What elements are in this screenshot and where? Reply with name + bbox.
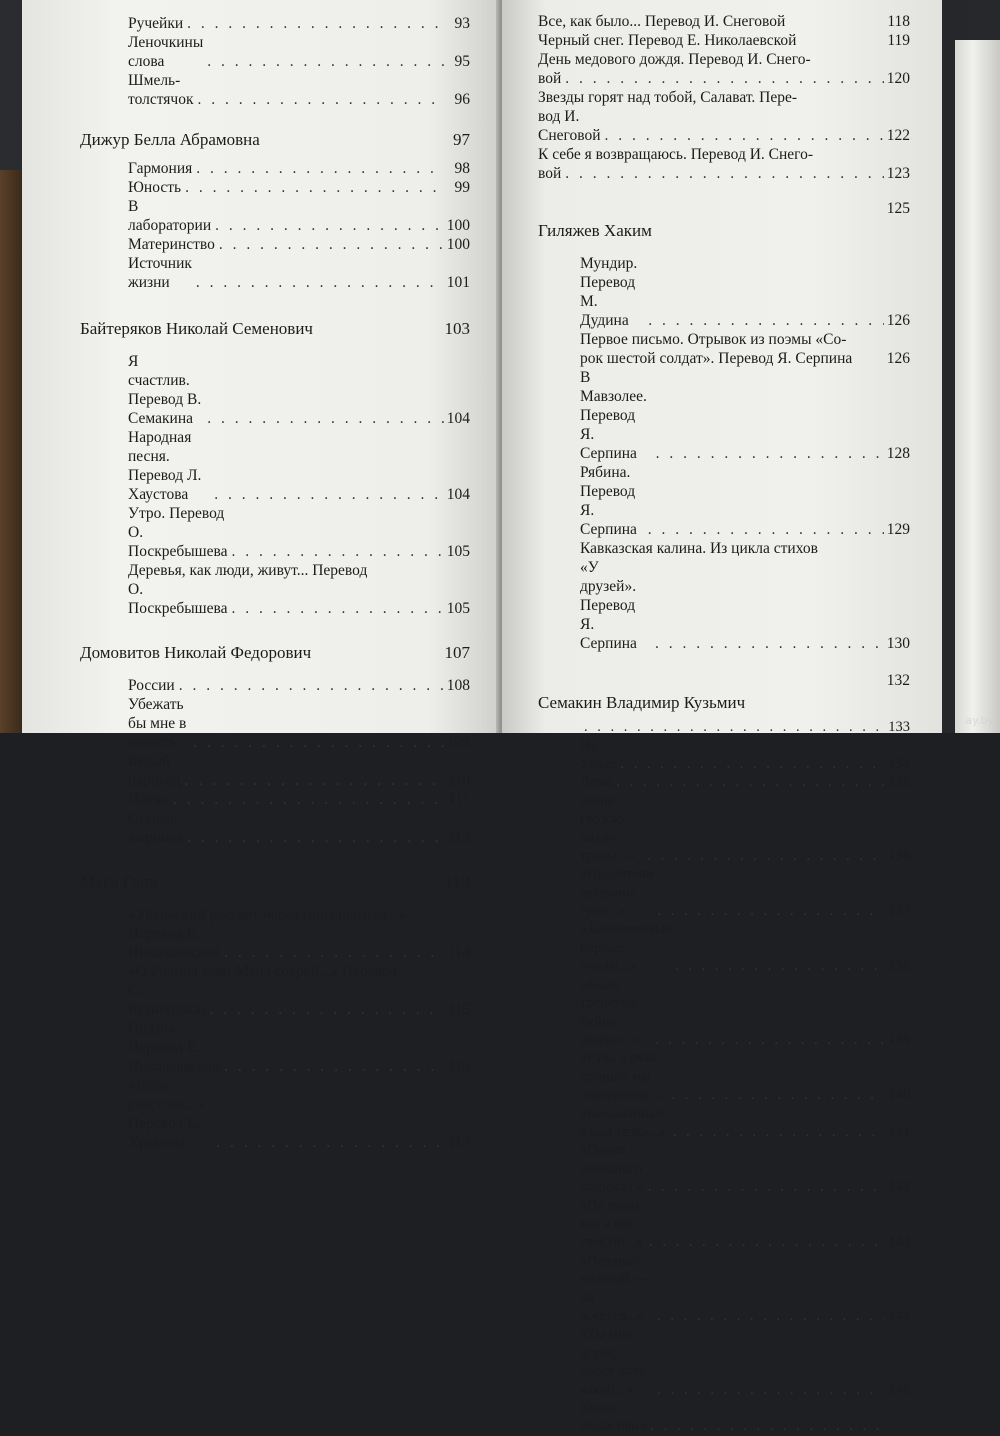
author-section — [80, 642, 470, 847]
toc-entry: В Мавзолее. Перевод Я. Серпина . . . 128 — [580, 368, 910, 463]
toc-entry: На Урале . . . 134 — [580, 736, 910, 773]
toc-entry: Гармония . . . 98 — [128, 159, 470, 178]
toc-entry: Ручейки . . . 93 — [128, 14, 470, 33]
toc-entry: Рябина. Перевод Я. Серпина . . . 129 — [580, 463, 910, 539]
toc-entry: «Нежный-нежный — не жжется...» . . . 144 — [580, 1252, 910, 1326]
toc-entry: Старые жернова . . . 112 — [128, 809, 470, 847]
toc-entry: Перевод Е. Николаевской . . . 114 — [128, 924, 470, 962]
toc-entry: России . . . 108 — [128, 676, 470, 695]
toc-entry: Колос. Колосович . . . — [580, 1399, 910, 1436]
toc-entry: «Еще грозою пахли травы...» . . . 136 — [580, 792, 910, 866]
toc-entry: Материнство . . . 100 — [128, 235, 470, 254]
author-section: Муса Гали 113 «Уральский рассвет через горы шагнул...» Перевод Е. Николаевской . . . 114 «О Родина моя! Меня согрей...» Перевод С. Кузнецовой . . . 115 Поэзия. Перевод Е. Николаевской . . . 115 «Если счастлив...» Перевод Е. Храмова . . . 117 — [80, 871, 470, 1152]
book-edge — [0, 170, 22, 733]
author-section — [80, 318, 470, 618]
author-heading: Байтеряков Николай Семенович 103 — [80, 319, 470, 338]
toc-entry: «Безымянные, я вам тезка...» . . . 141 — [580, 1105, 910, 1142]
toc-entry: «Если счастлив...» Перевод Е. Храмова . . . 117 — [128, 1076, 470, 1152]
watermark: ay.by — [965, 714, 994, 727]
book-cover — [955, 40, 1000, 733]
author-heading: Муса Гали 113 — [80, 872, 470, 891]
toc-entry: Белый пароход . . . 110 — [128, 752, 470, 790]
toc-entry: Я счастлив. Перевод В. Семакина . . . 104 — [128, 352, 470, 428]
toc-entry: Юность . . . 99 — [128, 178, 470, 197]
toc-entry: Мундир. Перевод М. Дудина . . . 126 — [580, 254, 910, 330]
toc-entry: Шмель-толстячок . . . 96 — [128, 71, 470, 109]
toc-entry: Леночкины слова . . . 95 — [128, 33, 470, 71]
toc-entry-wrapped: Деревья, как люди, живут... Перевод О. Поскребышева . . . 105 — [128, 561, 470, 618]
toc-entry: вой . . . 120 — [538, 69, 910, 88]
author-section — [80, 129, 470, 292]
toc-entry: «Хлопотливые первые пчелы...» . . . 138 — [580, 920, 910, 975]
toc-entry: С. Кузнецовой . . . 115 — [128, 981, 470, 1019]
toc-entry: «Не знаю, как я век свекую...» . . . 143 — [580, 1197, 910, 1252]
toc-entry: Источник жизни . . . 101 — [128, 254, 470, 292]
toc-entry: «Пролетели весенние гуси...» . . . 137 — [580, 865, 910, 920]
toc-entry: «У друзей». Перевод Я. Серпина . . . 130 — [580, 558, 910, 653]
author-heading: Семакин Владимир Кузьмич — [538, 693, 746, 712]
toc-entry: вод И. Снеговой . . . 122 — [538, 107, 910, 145]
toc-entry: . . . 133 — [580, 718, 910, 736]
toc-entry: Плечо . . . 111 — [128, 790, 470, 809]
continued-entries: Все, как было... Перевод И. Снеговой 118 Черный снег. Перевод Е. Николаевской 119 День медового дождя. Перевод И. Снего- вой . . . 120 Звезды горят над тобой, Салават. Пере- вод И. Снеговой . . . 122 К себе я возвращаюсь. Перевод И. Снего- вой . . . 123 — [538, 12, 910, 183]
page-number: 125 — [886, 200, 910, 217]
toc-entry: «Было трепетно, буйно, зелено...» . . . 139 — [580, 976, 910, 1050]
toc-entry: «Ты мне дорог, дорог хоть какой...» . . . 145 — [580, 1325, 910, 1399]
toc-entry: Поэзия. Перевод Е. Николаевской . . . 115 — [128, 1019, 470, 1076]
page-number: 132 — [886, 672, 910, 689]
toc-entry: вой . . . 123 — [538, 164, 910, 183]
toc-entry: Утро. Перевод О. Поскребышева . . . 105 — [128, 504, 470, 561]
left-page — [22, 0, 500, 1151]
toc-entry: «Около песчаного закоска...» . . . 142 — [580, 1141, 910, 1196]
author-heading: Домовитов Николай Федорович 107 — [80, 643, 470, 662]
author-section: 125 Гиляжев Хаким Мундир. Перевод М. Дудина . . . 126 Первое письмо. Отрывок из поэмы «Со- рок шестой солдат». Перевод Я. Серпина 126 В Мавзолее. Перевод Я. Серпина . . . 128 Рябина. Перевод Я. Серпина . . . 129 Кавказская калина. Из цикла стихов «У друзей». Перевод Я. Серпина . . . 130 — [538, 199, 910, 653]
author-heading: Гиляжев Хаким — [538, 221, 652, 240]
toc-entry: Дома . . . 135 — [580, 773, 910, 791]
semakin-entries — [538, 718, 910, 1436]
toc-entry: Убежать бы мне в юность . . . 109 — [128, 695, 470, 752]
toc-entry: Народная песня. Перевод Л. Хаустова . . . 104 — [128, 428, 470, 504]
toc-entry: В лаборатории . . . 100 — [128, 197, 470, 235]
author-section — [538, 671, 910, 1436]
author-heading: Дижур Белла Абрамовна 97 — [80, 130, 470, 149]
right-page — [502, 0, 942, 1435]
toc-entry: «Рука в руке прошли мы спозаранок...» . . . 140 — [580, 1049, 910, 1104]
top-entries — [80, 14, 470, 109]
